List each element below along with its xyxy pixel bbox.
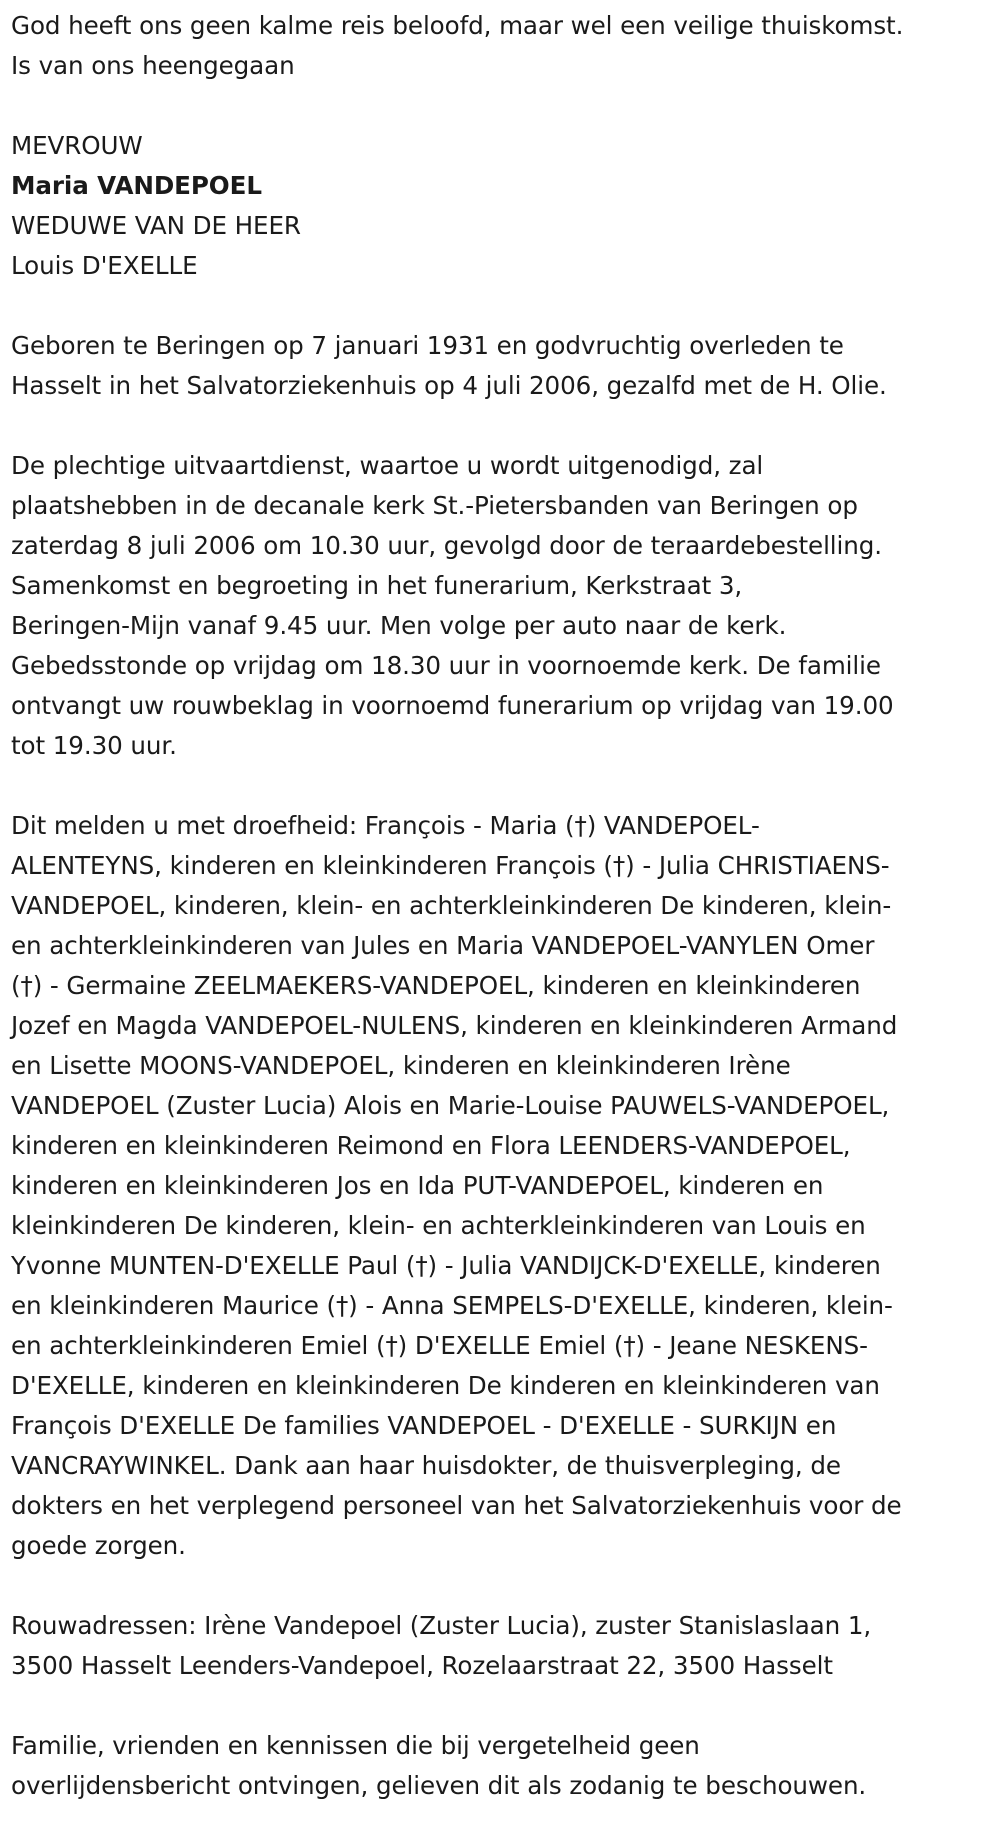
paragraph-line: zaterdag 8 juli 2006 om 10.30 uur, gevolgd door de teraardebestelling. — [11, 531, 882, 560]
paragraph-line: D'EXELLE, kinderen en kleinkinderen De kinderen en kleinkinderen van — [11, 1371, 880, 1400]
paragraph-line: en achterkleinkinderen Emiel (†) D'EXELLE Emiel (†) - Jeane NESKENS- — [11, 1331, 868, 1360]
paragraph-line: Hasselt in het Salvatorziekenhuis op 4 juli 2006, gezalfd met de H. Olie. — [11, 371, 887, 400]
spouse-name: Louis D'EXELLE — [11, 251, 198, 280]
deceased-block — [11, 126, 989, 286]
paragraph-line: en achterkleinkinderen van Jules en Maria VANDEPOEL-VANYLEN Omer — [11, 931, 875, 960]
paragraph-line: Yvonne MUNTEN-D'EXELLE Paul (†) - Julia VANDIJCK-D'EXELLE, kinderen — [11, 1251, 881, 1280]
paragraph-line: kleinkinderen De kinderen, klein- en achterkleinkinderen van Louis en — [11, 1211, 866, 1240]
paragraph-line: overlijdensbericht ontvingen, gelieven dit als zodanig te beschouwen. — [11, 1771, 867, 1800]
paragraph-line: en Lisette MOONS-VANDEPOEL, kinderen en kleinkinderen Irène — [11, 1051, 791, 1080]
paragraph-line: kinderen en kleinkinderen Jos en Ida PUT-VANDEPOEL, kinderen en — [11, 1171, 824, 1200]
paragraph-line: VANDEPOEL, kinderen, klein- en achterkleinkinderen De kinderen, klein- — [11, 891, 892, 920]
paragraph-line: Familie, vrienden en kennissen die bij vergetelheid geen — [11, 1731, 700, 1760]
paragraph-line: Dit melden u met droefheid: François - Maria (†) VANDEPOEL- — [11, 811, 760, 840]
opening-paragraph — [11, 6, 989, 86]
paragraph-line: en kleinkinderen Maurice (†) - Anna SEMPELS-D'EXELLE, kinderen, klein- — [11, 1291, 893, 1320]
funeral-paragraph — [11, 446, 989, 766]
paragraph-line: Rouwadressen: Irène Vandepoel (Zuster Lucia), zuster Stanislaslaan 1, — [11, 1611, 872, 1640]
paragraph-line: François D'EXELLE De families VANDEPOEL - D'EXELLE - SURKIJN en — [11, 1411, 837, 1440]
closing-paragraph — [11, 1726, 989, 1806]
paragraph-line: Samenkomst en begroeting in het funerarium, Kerkstraat 3, — [11, 571, 743, 600]
paragraph-line: VANCRAYWINKEL. Dank aan haar huisdokter, de thuisverpleging, de — [11, 1451, 841, 1480]
paragraph-line: kinderen en kleinkinderen Reimond en Flora LEENDERS-VANDEPOEL, — [11, 1131, 851, 1160]
deceased-title: MEVROUW — [11, 131, 143, 160]
paragraph-line: goede zorgen. — [11, 1531, 186, 1560]
paragraph-line: ontvangt uw rouwbeklag in voornoemd funerarium op vrijdag van 19.00 — [11, 691, 894, 720]
motto-line: God heeft ons geen kalme reis beloofd, maar wel een veilige thuiskomst. — [11, 11, 904, 40]
paragraph-line: Geboren te Beringen op 7 januari 1931 en godvruchtig overleden te — [11, 331, 844, 360]
intro-line: Is van ons heengegaan — [11, 51, 295, 80]
paragraph-line: Beringen-Mijn vanaf 9.45 uur. Men volge per auto naar de kerk. — [11, 611, 787, 640]
paragraph-line: 3500 Hasselt Leenders-Vandepoel, Rozelaarstraat 22, 3500 Hasselt — [11, 1651, 833, 1680]
deceased-relation: WEDUWE VAN DE HEER — [11, 211, 301, 240]
paragraph-line: ALENTEYNS, kinderen en kleinkinderen François (†) - Julia CHRISTIAENS- — [11, 851, 890, 880]
announcement-paragraph — [11, 806, 989, 1566]
paragraph-line: Gebedsstonde op vrijdag om 18.30 uur in voornoemde kerk. De familie — [11, 651, 881, 680]
paragraph-line: plaatshebben in de decanale kerk St.-Pietersbanden van Beringen op — [11, 491, 858, 520]
addresses-paragraph — [11, 1606, 989, 1686]
paragraph-line: VANDEPOEL (Zuster Lucia) Alois en Marie-Louise PAUWELS-VANDEPOEL, — [11, 1091, 890, 1120]
birth-death-paragraph — [11, 326, 989, 406]
paragraph-line: dokters en het verplegend personeel van het Salvatorziekenhuis voor de — [11, 1491, 902, 1520]
paragraph-line: De plechtige uitvaartdienst, waartoe u wordt uitgenodigd, zal — [11, 451, 764, 480]
deceased-name: Maria VANDEPOEL — [11, 171, 262, 200]
paragraph-line: (†) - Germaine ZEELMAEKERS-VANDEPOEL, kinderen en kleinkinderen — [11, 971, 861, 1000]
paragraph-line: Jozef en Magda VANDEPOEL-NULENS, kinderen en kleinkinderen Armand — [11, 1011, 898, 1040]
paragraph-line: tot 19.30 uur. — [11, 731, 177, 760]
